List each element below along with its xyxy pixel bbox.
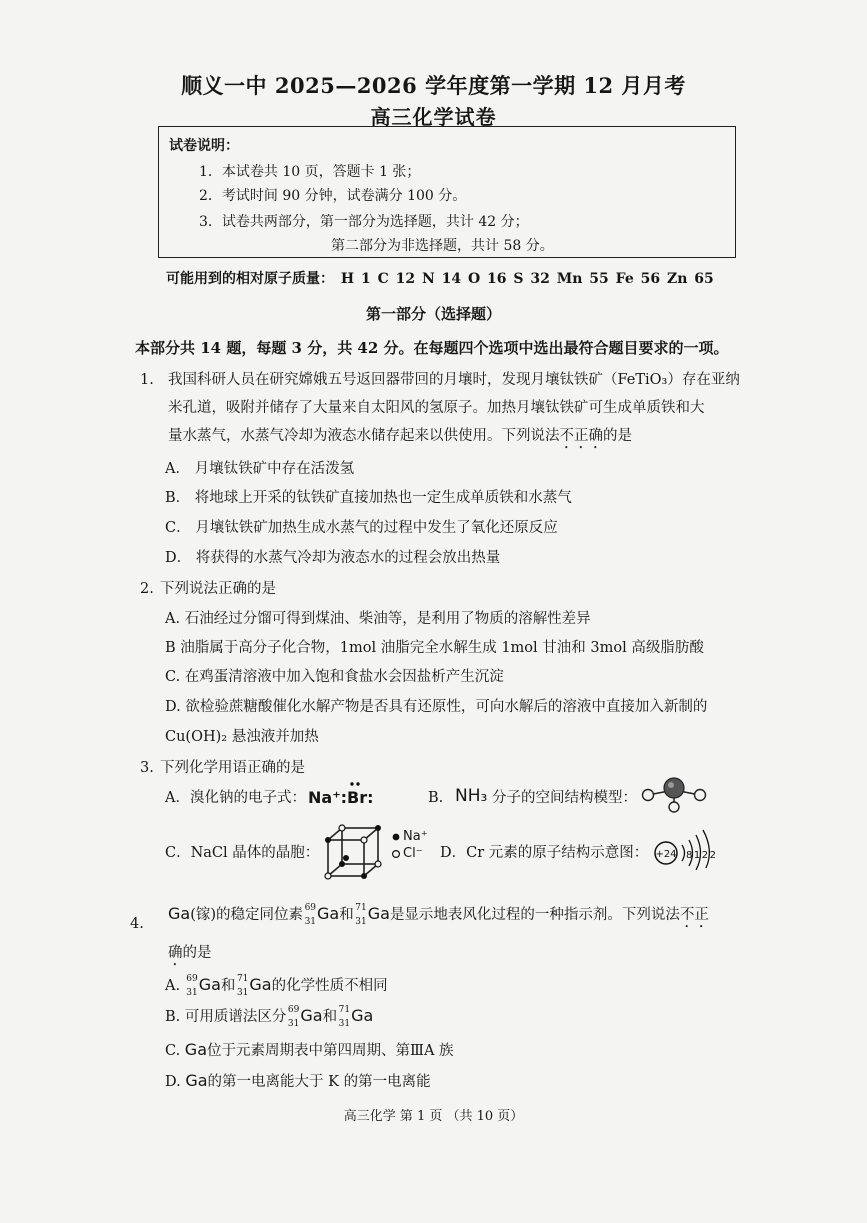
q2-option-d: D. 欲检验蔗糖酸催化水解产物是否具有还原性，可向水解后的溶液中直接加入新制的 bbox=[165, 699, 708, 715]
q4-option-a bbox=[165, 975, 388, 996]
instruction-item: 3．试卷共两部分，第一部分为选择题，共计 42 分； bbox=[199, 214, 529, 230]
isotope-69-notation: 69 31 bbox=[304, 903, 317, 927]
q4-stem-end: 的是 bbox=[182, 945, 212, 961]
nh3-ball-stick-model-icon bbox=[638, 776, 710, 816]
nacl-legend-markers-icon bbox=[390, 830, 402, 862]
ga-symbol: Ga bbox=[184, 1040, 207, 1059]
cr-shell-electrons: 8122 bbox=[686, 850, 718, 861]
q2-option-d-cont: Cu(OH)₂ 悬浊液并加热 bbox=[165, 729, 319, 745]
q4-stem-line2 bbox=[168, 943, 212, 969]
q4-option-a-label: A. bbox=[165, 978, 181, 994]
q1-stem-line2: 米孔道，吸附并储存了大量来自太阳风的氢原子。加热月壤钛铁矿可生成单质铁和大 bbox=[168, 400, 705, 416]
q1-option-d: D． 将获得的水蒸气冷却为液态水的过程会放出热量 bbox=[165, 550, 501, 566]
q1-stem-end: 的是 bbox=[603, 428, 632, 444]
isotope-69-notation: 69 31 bbox=[186, 974, 198, 998]
page-footer: 高三化学 第 1 页 （共 10 页） bbox=[343, 1109, 524, 1124]
q3-option-a-label: A．溴化钠的电子式： bbox=[165, 790, 306, 806]
nacl-unit-cell-icon bbox=[320, 822, 388, 884]
q4-option-a-and: 和 bbox=[220, 978, 236, 994]
q2-number: 2. bbox=[140, 581, 154, 597]
q4-option-c-label: C. bbox=[165, 1043, 181, 1059]
instruction-item: 1．本试卷共 10 页，答题卡 1 张； bbox=[199, 164, 421, 180]
part1-title: 第一部分（选择题） bbox=[365, 305, 501, 323]
q1-emphasis: 不正确 bbox=[559, 428, 603, 444]
q4-option-d-label: D. bbox=[165, 1074, 181, 1090]
q4-emphasis-2: 确 bbox=[168, 945, 183, 961]
legend-cl: Cl⁻ bbox=[403, 846, 423, 861]
isotope-69-notation: 69 31 bbox=[287, 1005, 300, 1029]
q4-option-d bbox=[165, 1071, 431, 1092]
q3-option-c-label: C．NaCl 晶体的晶胞： bbox=[165, 845, 320, 861]
q4-option-a-text: 的化学性质不相同 bbox=[271, 978, 388, 994]
q1-stem-line1: 我国科研人员在研究嫦娥五号返回器带回的月壤时，发现月壤钛铁矿（FeTiO₃）存在亚纳 bbox=[168, 372, 740, 388]
br-electron-dots-icon bbox=[337, 780, 377, 790]
legend-na: Na⁺ bbox=[403, 829, 428, 844]
q3-option-b-text: 分子的空间结构模型： bbox=[492, 790, 637, 806]
q4-stem-a: (镓)的稳定同位素 bbox=[190, 907, 304, 923]
q2-option-a: A. 石油经过分馏可得到煤油、柴油等，是利用了物质的溶解性差异 bbox=[165, 611, 591, 627]
q4-option-b-and: 和 bbox=[322, 1009, 338, 1025]
isotope-69-symbol: Ga bbox=[317, 904, 340, 923]
isotope-71-notation: 71 31 bbox=[355, 903, 367, 927]
cr-nucleus-label: +24 bbox=[655, 849, 677, 860]
exam-title: 顺义一中 2025—2026 学年度第一学期 12 月月考 bbox=[181, 73, 686, 98]
q4-stem-line1 bbox=[168, 904, 709, 931]
part1-intro: 本部分共 14 题，每题 3 分，共 42 分。在每题四个选项中选出最符合题目要求的一项。 bbox=[135, 339, 729, 357]
q4-option-b-label: B. 可用质谱法区分 bbox=[165, 1009, 287, 1025]
q3-option-d-label: D．Cr 元素的原子结构示意图： bbox=[440, 845, 649, 861]
q2-option-b: B 油脂属于高分子化合物，1mol 油脂完全水解生成 1mol 甘油和 3mol 高级脂肪酸 bbox=[165, 640, 704, 656]
q1-number: 1. bbox=[140, 372, 154, 388]
q4-option-b bbox=[165, 1006, 373, 1027]
ga-symbol: Ga bbox=[185, 1071, 208, 1090]
q2-option-c: C. 在鸡蛋清溶液中加入饱和食盐水会因盐析产生沉淀 bbox=[165, 669, 504, 685]
q4-number: 4. bbox=[130, 916, 144, 932]
q4-emphasis-1: 不正 bbox=[679, 907, 709, 923]
q4-stem-b: 是显示地表风化过程的一种指示剂。下列说法 bbox=[389, 907, 680, 923]
instructions-box bbox=[158, 126, 736, 258]
isotope-71-symbol: Ga bbox=[351, 1006, 374, 1025]
q4-option-c bbox=[165, 1040, 454, 1061]
q3-electron-formula: Na⁺:Br: bbox=[308, 788, 374, 807]
q1-stem-text: 量水蒸气，水蒸气冷却为液态水储存起来以供使用。下列说法 bbox=[168, 428, 560, 444]
q1-stem-line3 bbox=[168, 426, 632, 452]
exam-subtitle: 高三化学试卷 bbox=[370, 105, 497, 129]
atomic-masses: 可能用到的相对原子质量： H 1 C 12 N 14 O 16 S 32 Mn 55 Fe 56 Zn 65 bbox=[166, 271, 714, 287]
q3-number: 3. bbox=[140, 760, 154, 776]
q3-stem: 下列化学用语正确的是 bbox=[160, 760, 305, 776]
isotope-69-symbol: Ga bbox=[300, 1006, 323, 1025]
q1-option-c: C． 月壤钛铁矿加热生成水蒸气的过程中发生了氧化还原反应 bbox=[165, 520, 558, 536]
isotope-71-notation: 71 31 bbox=[338, 1005, 351, 1029]
q4-and: 和 bbox=[339, 907, 354, 923]
isotope-71-notation: 71 31 bbox=[236, 974, 249, 998]
q3-option-b-label: B. bbox=[428, 790, 444, 806]
q4-option-d-text: 的第一电离能大于 K 的第一电离能 bbox=[207, 1074, 431, 1090]
q4-option-c-text: 位于元素周期表中第四周期、第ⅢA 族 bbox=[207, 1043, 454, 1059]
q1-option-b: B． 将地球上开采的钛铁矿直接加热也一定生成单质铁和水蒸气 bbox=[165, 490, 572, 506]
instructions-heading: 试卷说明： bbox=[169, 138, 239, 154]
cr-atomic-structure-icon bbox=[652, 818, 726, 870]
q2-stem: 下列说法正确的是 bbox=[160, 581, 276, 597]
isotope-71-symbol: Ga bbox=[249, 975, 272, 994]
isotope-69-symbol: Ga bbox=[198, 975, 221, 994]
ga-symbol: Ga bbox=[168, 904, 191, 923]
instruction-item: 第二部分为非选择题，共计 58 分。 bbox=[331, 238, 554, 254]
isotope-71-symbol: Ga bbox=[367, 904, 390, 923]
instruction-item: 2．考试时间 90 分钟，试卷满分 100 分。 bbox=[199, 188, 467, 204]
q3-nh3-formula: NH₃ bbox=[455, 786, 488, 806]
q1-option-a: A． 月壤钛铁矿中存在活泼氢 bbox=[165, 461, 355, 477]
